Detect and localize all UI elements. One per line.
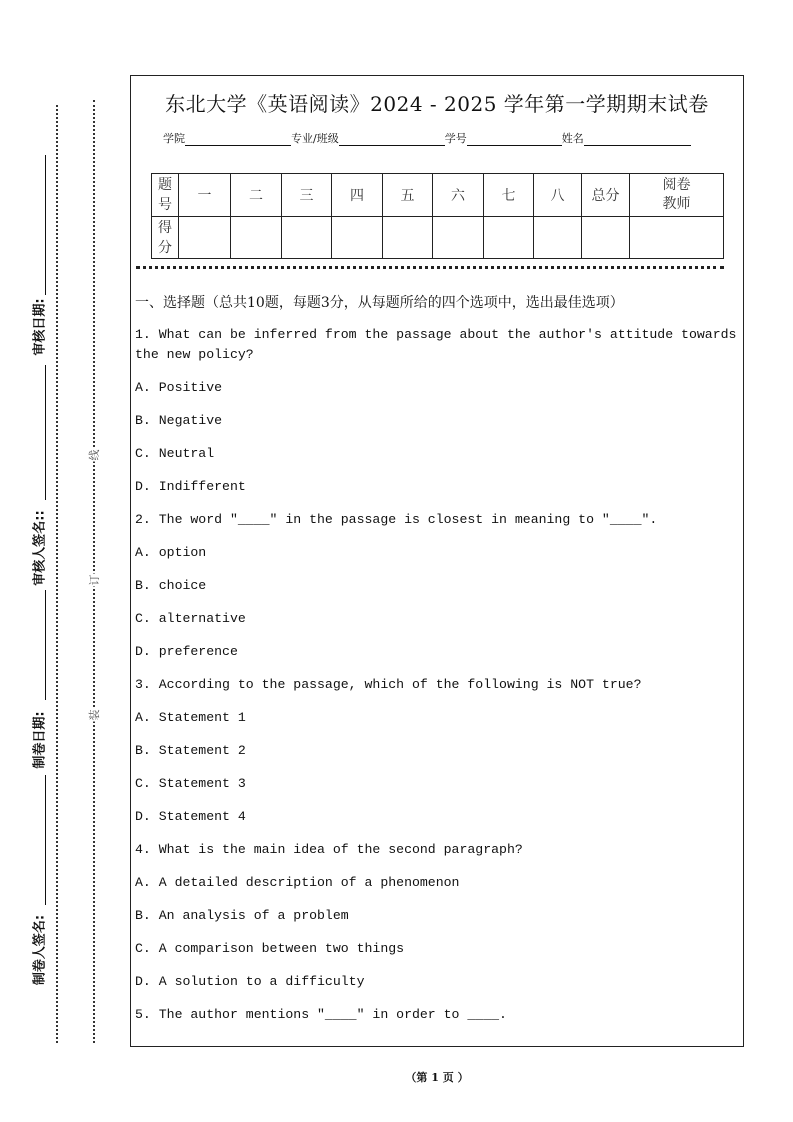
score-cell[interactable] xyxy=(282,217,332,259)
score-cell[interactable] xyxy=(231,217,282,259)
score-cell[interactable] xyxy=(179,217,231,259)
col-3: 三 xyxy=(282,174,332,217)
answer-option[interactable]: C. alternative xyxy=(135,611,246,626)
answer-option[interactable]: A. A detailed description of a phenomenon xyxy=(135,875,460,890)
question-number-header: 题号 xyxy=(152,174,179,217)
answer-option[interactable]: B. Statement 2 xyxy=(135,743,246,758)
answer-option[interactable]: D. Statement 4 xyxy=(135,809,246,824)
score-table xyxy=(151,173,724,259)
col-7: 七 xyxy=(484,174,534,217)
page-number: （第 1 页 ） xyxy=(405,1071,469,1084)
name-field[interactable] xyxy=(584,132,691,146)
exam-title: 东北大学《英语阅读》2024 - 2025 学年第一学期期末试卷 xyxy=(165,92,709,116)
answer-option[interactable]: B. An analysis of a problem xyxy=(135,908,349,923)
score-cell[interactable] xyxy=(534,217,582,259)
question-stem: 5. The author mentions "____" in order to ____. xyxy=(135,1007,507,1022)
review-date-label: 审核日期: xyxy=(32,298,48,356)
col-total: 总分 xyxy=(582,174,630,217)
question-stem: 2. The word "____" in the passage is closest in meaning to "____". xyxy=(135,512,658,527)
student-info xyxy=(163,130,691,146)
col-1: 一 xyxy=(179,174,231,217)
answer-option[interactable]: D. Indifferent xyxy=(135,479,246,494)
question-stem: 1. What can be inferred from the passage about the author's attitude towards the new policy? xyxy=(135,327,737,362)
col-2: 二 xyxy=(231,174,282,217)
answer-option[interactable]: D. preference xyxy=(135,644,238,659)
answer-option[interactable]: B. choice xyxy=(135,578,207,593)
score-cell[interactable] xyxy=(332,217,383,259)
col-4: 四 xyxy=(332,174,383,217)
major-class-label: 专业/班级 xyxy=(291,132,339,145)
question-stem: 3. According to the passage, which of the following is NOT true? xyxy=(135,677,642,692)
col-5: 五 xyxy=(383,174,433,217)
prepare-date-label: 制卷日期: xyxy=(32,711,48,769)
answer-option[interactable]: C. A comparison between two things xyxy=(135,941,405,956)
reviewer-signature-line xyxy=(45,365,46,500)
college-label: 学院 xyxy=(163,132,185,145)
score-cell[interactable] xyxy=(630,217,724,259)
question-stem: 4. What is the main idea of the second paragraph? xyxy=(135,842,523,857)
gutter-char-zhuang: 装 xyxy=(88,709,101,721)
score-cell[interactable] xyxy=(484,217,534,259)
gutter-char-xian: 线 xyxy=(88,449,101,461)
gutter-char-ding: 订 xyxy=(88,574,101,586)
col-grader: 阅卷教师 xyxy=(630,174,724,217)
dotted-separator xyxy=(136,266,724,269)
reviewer-signature-label: 审核人签名:: xyxy=(32,510,48,586)
score-cell[interactable] xyxy=(383,217,433,259)
score-cell[interactable] xyxy=(433,217,484,259)
review-date-line xyxy=(45,155,46,295)
major-class-field[interactable] xyxy=(339,132,445,146)
answer-option[interactable]: A. Positive xyxy=(135,380,223,395)
score-row-header: 得分 xyxy=(152,217,179,259)
section-title: 一、选择题（总共10题，每题3分，从每题所给的四个选项中，选出最佳选项） xyxy=(135,295,624,311)
answer-option[interactable]: B. Negative xyxy=(135,413,223,428)
answer-option[interactable]: C. Statement 3 xyxy=(135,776,246,791)
prepare-date-line xyxy=(45,590,46,700)
question-list xyxy=(135,325,743,1038)
score-cell[interactable] xyxy=(582,217,630,259)
col-6: 六 xyxy=(433,174,484,217)
answer-option[interactable]: C. Neutral xyxy=(135,446,215,461)
student-id-label: 学号 xyxy=(444,132,467,145)
college-field[interactable] xyxy=(185,132,291,146)
seal-line-outer xyxy=(56,105,58,1043)
answer-option[interactable]: D. A solution to a difficulty xyxy=(135,974,365,989)
seal-line-inner xyxy=(93,100,95,1043)
preparer-signature-line xyxy=(45,775,46,905)
answer-option[interactable]: A. option xyxy=(135,545,207,560)
student-id-field[interactable] xyxy=(467,132,562,146)
col-8: 八 xyxy=(534,174,582,217)
name-label: 姓名 xyxy=(561,132,584,145)
preparer-signature-label: 制卷人签名: xyxy=(32,914,48,986)
answer-option[interactable]: A. Statement 1 xyxy=(135,710,246,725)
